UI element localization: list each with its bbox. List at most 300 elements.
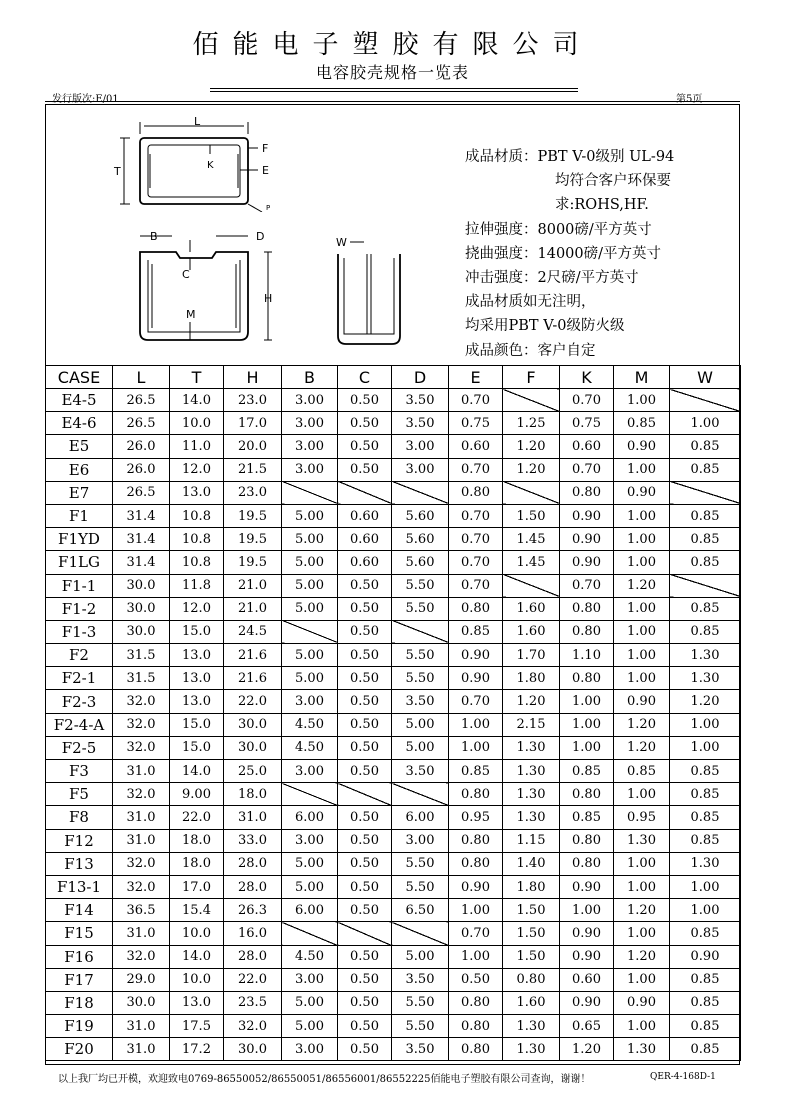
- value-cell: 26.5: [113, 412, 170, 435]
- value-cell: 1.30: [503, 736, 560, 759]
- value-cell: 0.70: [449, 551, 503, 574]
- table-row: [46, 991, 741, 1014]
- value-cell: 1.00: [614, 504, 670, 527]
- value-cell: 0.85: [670, 991, 741, 1014]
- empty-cell: [282, 783, 338, 806]
- value-cell: 0.80: [449, 1015, 503, 1038]
- value-cell: 21.5: [224, 458, 282, 481]
- value-cell: 1.20: [614, 574, 670, 597]
- value-cell: 5.60: [392, 504, 449, 527]
- value-cell: 0.50: [338, 1015, 392, 1038]
- value-cell: 0.85: [670, 620, 741, 643]
- value-cell: 5.50: [392, 667, 449, 690]
- value-cell: 1.60: [503, 620, 560, 643]
- value-cell: 5.00: [282, 875, 338, 898]
- value-cell: 1.30: [503, 783, 560, 806]
- value-cell: 5.60: [392, 551, 449, 574]
- value-cell: 17.2: [170, 1038, 224, 1061]
- table-row: [46, 713, 741, 736]
- value-cell: 5.00: [282, 667, 338, 690]
- value-cell: 1.00: [449, 945, 503, 968]
- value-cell: 23.0: [224, 481, 282, 504]
- value-cell: 0.60: [560, 968, 614, 991]
- value-cell: 13.0: [170, 481, 224, 504]
- table-row: [46, 620, 741, 643]
- value-cell: 0.50: [338, 713, 392, 736]
- case-cell: F1LG: [46, 551, 113, 574]
- value-cell: 1.20: [614, 945, 670, 968]
- value-cell: 0.85: [670, 1038, 741, 1061]
- value-cell: 3.50: [392, 1038, 449, 1061]
- value-cell: 0.50: [338, 389, 392, 412]
- case-cell: F2-1: [46, 667, 113, 690]
- value-cell: 30.0: [224, 736, 282, 759]
- value-cell: 3.00: [282, 968, 338, 991]
- case-cell: F2: [46, 644, 113, 667]
- end-view-drawing: [330, 228, 410, 352]
- value-cell: 1.20: [503, 435, 560, 458]
- value-cell: 0.70: [449, 528, 503, 551]
- value-cell: 0.60: [449, 435, 503, 458]
- value-cell: 0.85: [670, 968, 741, 991]
- value-cell: 26.5: [113, 389, 170, 412]
- value-cell: 30.0: [113, 574, 170, 597]
- value-cell: 0.50: [338, 1038, 392, 1061]
- value-cell: 1.00: [670, 899, 741, 922]
- value-cell: 0.50: [338, 667, 392, 690]
- value-cell: 31.0: [113, 806, 170, 829]
- empty-cell: [282, 481, 338, 504]
- column-header-m: M: [614, 366, 670, 389]
- value-cell: 1.30: [503, 760, 560, 783]
- value-cell: 0.85: [449, 760, 503, 783]
- value-cell: 0.90: [449, 644, 503, 667]
- value-cell: 1.30: [670, 644, 741, 667]
- dim-label-p: P: [266, 204, 271, 212]
- value-cell: 22.0: [224, 968, 282, 991]
- spec-line: 成品颜色：客户自定: [465, 342, 596, 359]
- table-row: [46, 690, 741, 713]
- value-cell: 31.0: [113, 829, 170, 852]
- value-cell: 5.50: [392, 875, 449, 898]
- value-cell: 0.60: [338, 528, 392, 551]
- value-cell: 0.75: [449, 412, 503, 435]
- value-cell: 1.20: [670, 690, 741, 713]
- column-header-e: E: [449, 366, 503, 389]
- column-header-w: W: [670, 366, 741, 389]
- value-cell: 31.0: [113, 922, 170, 945]
- value-cell: 0.50: [338, 574, 392, 597]
- value-cell: 0.80: [560, 829, 614, 852]
- value-cell: 0.70: [449, 504, 503, 527]
- value-cell: 0.60: [338, 551, 392, 574]
- value-cell: 0.85: [670, 829, 741, 852]
- value-cell: 23.5: [224, 991, 282, 1014]
- value-cell: 5.60: [392, 528, 449, 551]
- page-number: 第5页: [676, 94, 703, 105]
- value-cell: 26.0: [113, 458, 170, 481]
- value-cell: 36.5: [113, 899, 170, 922]
- value-cell: 5.50: [392, 644, 449, 667]
- value-cell: 13.0: [170, 690, 224, 713]
- value-cell: 1.00: [449, 713, 503, 736]
- value-cell: 5.00: [282, 551, 338, 574]
- value-cell: 0.65: [560, 1015, 614, 1038]
- value-cell: 0.80: [449, 852, 503, 875]
- value-cell: 1.45: [503, 551, 560, 574]
- value-cell: 31.0: [113, 760, 170, 783]
- value-cell: 0.90: [614, 435, 670, 458]
- dim-label-l: L: [194, 115, 201, 128]
- value-cell: 1.50: [503, 504, 560, 527]
- value-cell: 5.50: [392, 991, 449, 1014]
- case-cell: E4-6: [46, 412, 113, 435]
- value-cell: 3.50: [392, 690, 449, 713]
- value-cell: 30.0: [113, 991, 170, 1014]
- case-cell: F1-1: [46, 574, 113, 597]
- value-cell: 0.85: [614, 760, 670, 783]
- value-cell: 10.8: [170, 528, 224, 551]
- value-cell: 22.0: [224, 690, 282, 713]
- value-cell: 4.50: [282, 736, 338, 759]
- footer-note: 以上我厂均已开模，欢迎致电0769-86550052/86550051/86556001/86552225佰能电子塑胶有限公司查询，谢谢！: [58, 1074, 591, 1085]
- value-cell: 0.90: [614, 481, 670, 504]
- value-cell: 12.0: [170, 458, 224, 481]
- value-cell: 10.0: [170, 968, 224, 991]
- case-cell: F1: [46, 504, 113, 527]
- column-header-b: B: [282, 366, 338, 389]
- value-cell: 0.85: [560, 760, 614, 783]
- table-header-row: [46, 366, 741, 389]
- empty-cell: [670, 389, 741, 412]
- value-cell: 14.0: [170, 945, 224, 968]
- value-cell: 3.00: [282, 412, 338, 435]
- value-cell: 18.0: [170, 829, 224, 852]
- value-cell: 26.0: [113, 435, 170, 458]
- value-cell: 0.90: [670, 945, 741, 968]
- empty-cell: [670, 481, 741, 504]
- value-cell: 0.85: [670, 458, 741, 481]
- value-cell: 1.00: [614, 597, 670, 620]
- value-cell: 0.85: [670, 597, 741, 620]
- value-cell: 1.20: [614, 736, 670, 759]
- column-header-case: CASE: [46, 366, 113, 389]
- table-row: [46, 806, 741, 829]
- empty-cell: [503, 574, 560, 597]
- table-row: [46, 1038, 741, 1061]
- value-cell: 1.10: [560, 644, 614, 667]
- value-cell: 1.00: [614, 922, 670, 945]
- side-view-drawing: [110, 222, 310, 352]
- value-cell: 4.50: [282, 945, 338, 968]
- value-cell: 0.70: [449, 574, 503, 597]
- value-cell: 5.00: [392, 736, 449, 759]
- value-cell: 6.00: [282, 806, 338, 829]
- value-cell: 17.0: [224, 412, 282, 435]
- value-cell: 0.50: [338, 435, 392, 458]
- table-row: [46, 528, 741, 551]
- case-cell: F14: [46, 899, 113, 922]
- case-cell: F1-2: [46, 597, 113, 620]
- value-cell: 1.30: [503, 1038, 560, 1061]
- empty-cell: [392, 620, 449, 643]
- case-cell: F2-5: [46, 736, 113, 759]
- value-cell: 5.50: [392, 1015, 449, 1038]
- value-cell: 0.90: [614, 991, 670, 1014]
- spec-line: 冲击强度：2尺磅/平方英寸: [465, 270, 639, 287]
- value-cell: 10.8: [170, 504, 224, 527]
- empty-cell: [282, 922, 338, 945]
- value-cell: 1.20: [503, 690, 560, 713]
- dim-label-w: W: [336, 236, 347, 249]
- value-cell: 3.00: [392, 829, 449, 852]
- value-cell: 0.80: [449, 783, 503, 806]
- value-cell: 1.60: [503, 597, 560, 620]
- value-cell: 0.90: [614, 690, 670, 713]
- value-cell: 0.85: [614, 412, 670, 435]
- value-cell: 0.70: [560, 574, 614, 597]
- dim-label-b: B: [150, 230, 158, 243]
- value-cell: 0.90: [560, 504, 614, 527]
- value-cell: 21.0: [224, 574, 282, 597]
- case-cell: F12: [46, 829, 113, 852]
- value-cell: 3.00: [282, 1038, 338, 1061]
- value-cell: 1.00: [614, 551, 670, 574]
- case-cell: E6: [46, 458, 113, 481]
- value-cell: 19.5: [224, 504, 282, 527]
- value-cell: 0.80: [560, 852, 614, 875]
- value-cell: 0.85: [670, 760, 741, 783]
- table-row: [46, 968, 741, 991]
- value-cell: 1.00: [614, 875, 670, 898]
- value-cell: 0.70: [449, 690, 503, 713]
- value-cell: 30.0: [113, 597, 170, 620]
- value-cell: 1.00: [614, 783, 670, 806]
- table-row: [46, 922, 741, 945]
- column-header-l: L: [113, 366, 170, 389]
- value-cell: 1.00: [670, 412, 741, 435]
- value-cell: 0.90: [560, 922, 614, 945]
- value-cell: 0.85: [670, 551, 741, 574]
- value-cell: 25.0: [224, 760, 282, 783]
- value-cell: 5.00: [282, 528, 338, 551]
- value-cell: 0.50: [338, 690, 392, 713]
- empty-cell: [338, 481, 392, 504]
- empty-cell: [338, 922, 392, 945]
- value-cell: 0.85: [560, 806, 614, 829]
- case-cell: F2-3: [46, 690, 113, 713]
- value-cell: 0.80: [560, 481, 614, 504]
- value-cell: 0.85: [670, 783, 741, 806]
- table-row: [46, 829, 741, 852]
- value-cell: 13.0: [170, 644, 224, 667]
- value-cell: 0.80: [449, 991, 503, 1014]
- case-cell: F13: [46, 852, 113, 875]
- value-cell: 19.5: [224, 551, 282, 574]
- value-cell: 6.00: [392, 806, 449, 829]
- value-cell: 0.70: [449, 389, 503, 412]
- table-row: [46, 435, 741, 458]
- empty-cell: [392, 783, 449, 806]
- value-cell: 13.0: [170, 991, 224, 1014]
- value-cell: 0.95: [614, 806, 670, 829]
- case-cell: F15: [46, 922, 113, 945]
- column-header-f: F: [503, 366, 560, 389]
- value-cell: 0.90: [449, 667, 503, 690]
- value-cell: 26.3: [224, 899, 282, 922]
- value-cell: 5.50: [392, 597, 449, 620]
- value-cell: 28.0: [224, 875, 282, 898]
- value-cell: 1.00: [614, 644, 670, 667]
- empty-cell: [670, 574, 741, 597]
- case-cell: F1-3: [46, 620, 113, 643]
- value-cell: 0.80: [560, 597, 614, 620]
- value-cell: 0.70: [449, 458, 503, 481]
- value-cell: 0.50: [338, 968, 392, 991]
- value-cell: 1.20: [614, 713, 670, 736]
- value-cell: 3.50: [392, 389, 449, 412]
- value-cell: 16.0: [224, 922, 282, 945]
- value-cell: 10.8: [170, 551, 224, 574]
- value-cell: 1.20: [560, 1038, 614, 1061]
- value-cell: 0.80: [449, 829, 503, 852]
- table-row: [46, 667, 741, 690]
- value-cell: 30.0: [224, 713, 282, 736]
- value-cell: 14.0: [170, 760, 224, 783]
- value-cell: 1.30: [670, 667, 741, 690]
- value-cell: 13.0: [170, 667, 224, 690]
- table-row: [46, 504, 741, 527]
- value-cell: 3.00: [392, 435, 449, 458]
- case-spec-table: [45, 365, 741, 1061]
- dim-label-m: M: [186, 308, 196, 321]
- table-row: [46, 481, 741, 504]
- value-cell: 1.00: [614, 458, 670, 481]
- value-cell: 0.85: [670, 922, 741, 945]
- value-cell: 11.8: [170, 574, 224, 597]
- table-row: [46, 574, 741, 597]
- title-rule-top: [210, 88, 578, 89]
- value-cell: 11.0: [170, 435, 224, 458]
- value-cell: 22.0: [170, 806, 224, 829]
- value-cell: 15.0: [170, 736, 224, 759]
- value-cell: 1.00: [614, 389, 670, 412]
- table-row: [46, 783, 741, 806]
- value-cell: 1.00: [670, 713, 741, 736]
- value-cell: 1.70: [503, 644, 560, 667]
- dim-label-h: H: [264, 292, 273, 305]
- value-cell: 17.0: [170, 875, 224, 898]
- spec-notes: [465, 145, 674, 363]
- value-cell: 0.50: [338, 458, 392, 481]
- value-cell: 31.5: [113, 667, 170, 690]
- value-cell: 31.0: [113, 1038, 170, 1061]
- spec-line: 均采用PBT V-0级防火级: [465, 318, 625, 335]
- title-rule-bottom: [210, 91, 578, 92]
- value-cell: 1.00: [614, 528, 670, 551]
- value-cell: 5.50: [392, 852, 449, 875]
- value-cell: 5.00: [282, 644, 338, 667]
- spec-line: 成品材质如无注明，: [465, 294, 596, 311]
- case-cell: E4-5: [46, 389, 113, 412]
- value-cell: 6.50: [392, 899, 449, 922]
- value-cell: 1.30: [503, 1015, 560, 1038]
- value-cell: 1.30: [614, 1038, 670, 1061]
- value-cell: 0.75: [560, 412, 614, 435]
- value-cell: 0.90: [560, 528, 614, 551]
- table-row: [46, 852, 741, 875]
- case-cell: E5: [46, 435, 113, 458]
- value-cell: 1.20: [614, 899, 670, 922]
- value-cell: 1.00: [560, 899, 614, 922]
- value-cell: 3.00: [282, 829, 338, 852]
- value-cell: 3.00: [282, 389, 338, 412]
- spec-line: 挠曲强度：14000磅/平方英寸: [465, 245, 662, 262]
- value-cell: 0.80: [449, 1038, 503, 1061]
- value-cell: 0.60: [338, 504, 392, 527]
- value-cell: 21.0: [224, 597, 282, 620]
- value-cell: 33.0: [224, 829, 282, 852]
- value-cell: 28.0: [224, 852, 282, 875]
- table-row: [46, 597, 741, 620]
- value-cell: 5.00: [282, 574, 338, 597]
- table-row: [46, 389, 741, 412]
- value-cell: 4.50: [282, 713, 338, 736]
- empty-cell: [392, 922, 449, 945]
- value-cell: 18.0: [224, 783, 282, 806]
- value-cell: 15.0: [170, 620, 224, 643]
- value-cell: 1.50: [503, 945, 560, 968]
- value-cell: 0.85: [670, 528, 741, 551]
- value-cell: 31.4: [113, 528, 170, 551]
- table-row: [46, 945, 741, 968]
- empty-cell: [282, 620, 338, 643]
- value-cell: 9.00: [170, 783, 224, 806]
- value-cell: 31.0: [224, 806, 282, 829]
- value-cell: 3.00: [282, 690, 338, 713]
- empty-cell: [392, 481, 449, 504]
- dim-label-d: D: [256, 230, 265, 243]
- value-cell: 0.60: [560, 435, 614, 458]
- value-cell: 24.5: [224, 620, 282, 643]
- value-cell: 1.50: [503, 899, 560, 922]
- column-header-h: H: [224, 366, 282, 389]
- value-cell: 1.00: [614, 1015, 670, 1038]
- value-cell: 30.0: [113, 620, 170, 643]
- empty-cell: [338, 783, 392, 806]
- value-cell: 5.50: [392, 574, 449, 597]
- header-rule: [45, 101, 740, 102]
- value-cell: 5.00: [392, 713, 449, 736]
- case-cell: F2-4-A: [46, 713, 113, 736]
- table-row: [46, 736, 741, 759]
- dim-label-t: T: [114, 165, 121, 178]
- spec-line: 求:ROHS,HF.: [555, 197, 649, 214]
- column-header-c: C: [338, 366, 392, 389]
- value-cell: 3.00: [282, 435, 338, 458]
- value-cell: 0.90: [560, 875, 614, 898]
- value-cell: 6.00: [282, 899, 338, 922]
- column-header-t: T: [170, 366, 224, 389]
- case-cell: F18: [46, 991, 113, 1014]
- value-cell: 1.15: [503, 829, 560, 852]
- document-title: 电容胶壳规格一览表: [315, 63, 469, 82]
- value-cell: 15.0: [170, 713, 224, 736]
- value-cell: 0.50: [338, 412, 392, 435]
- value-cell: 1.80: [503, 667, 560, 690]
- case-cell: F20: [46, 1038, 113, 1061]
- value-cell: 10.0: [170, 412, 224, 435]
